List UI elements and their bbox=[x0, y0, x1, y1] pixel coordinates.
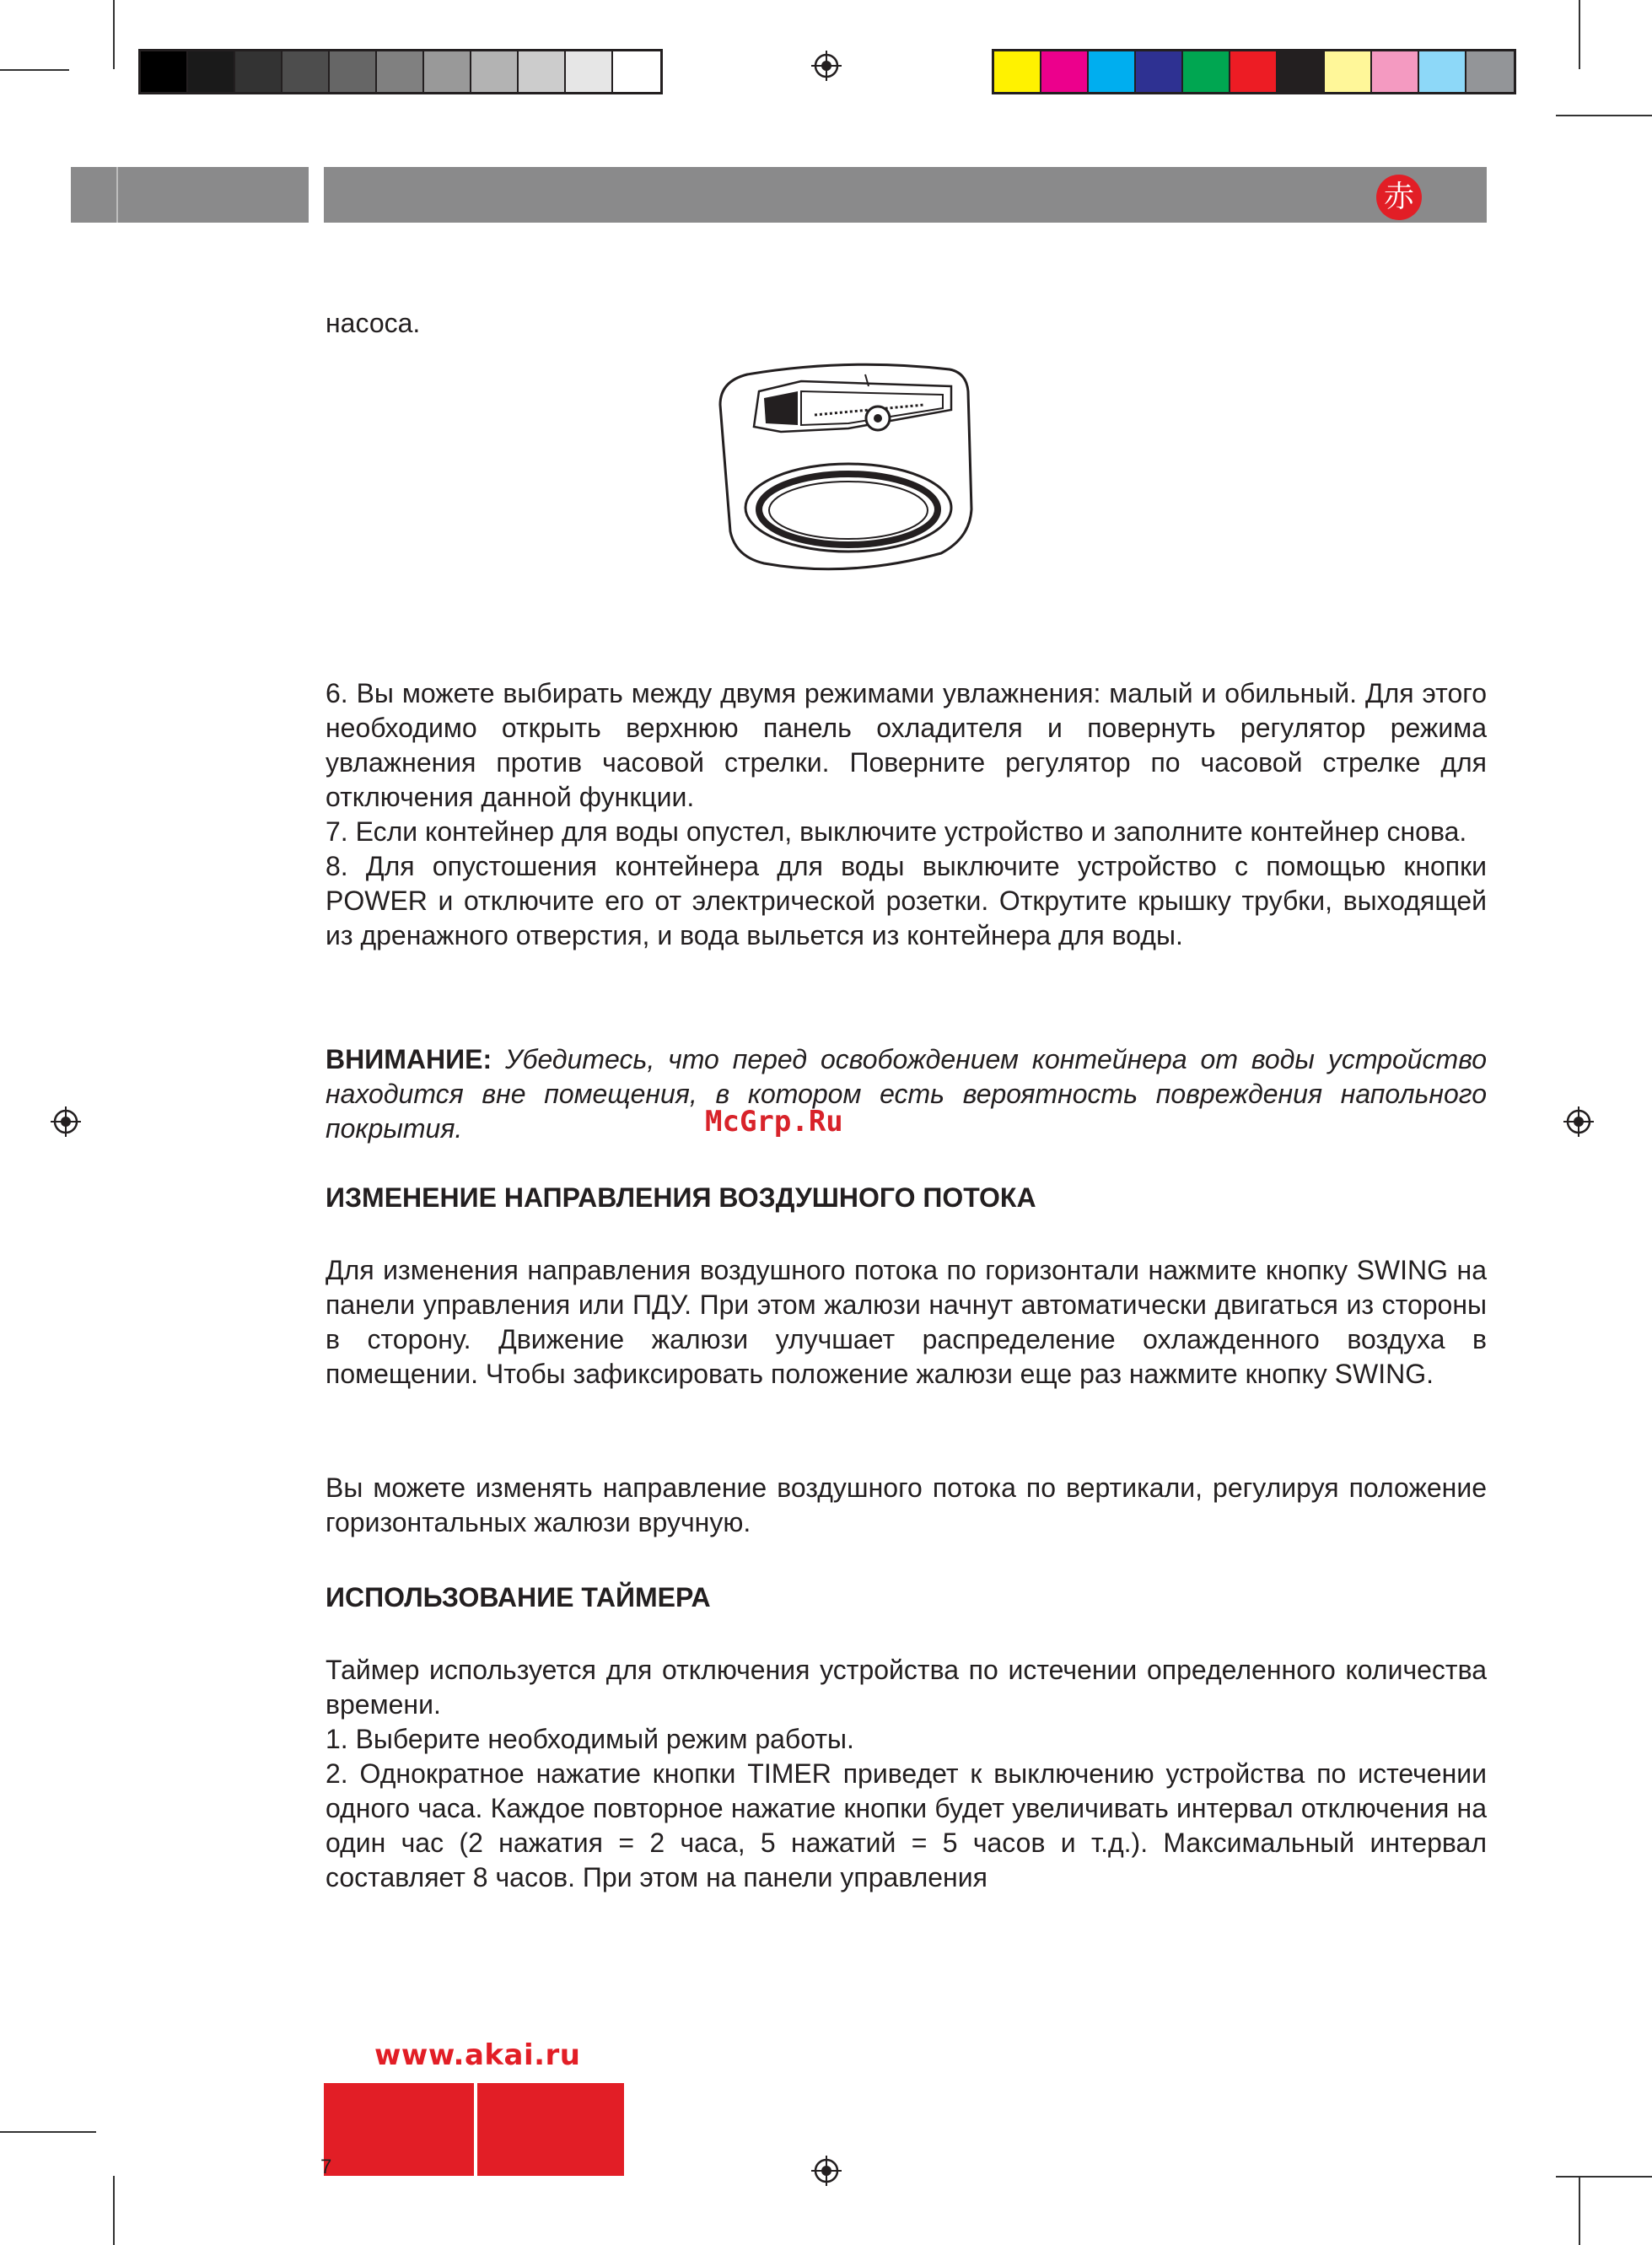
timer-paragraph-1: Таймер используется для отключения устройства по истечении определенного количества времени. bbox=[326, 1655, 1487, 1720]
color-swatch bbox=[1230, 51, 1278, 92]
gray-swatch bbox=[519, 51, 566, 92]
crop-mark bbox=[1579, 2176, 1580, 2245]
crop-mark bbox=[1556, 2176, 1652, 2178]
page-number: 7 bbox=[320, 2156, 332, 2178]
registration-mark-icon bbox=[1563, 1106, 1594, 1137]
registration-mark-icon bbox=[811, 51, 842, 81]
section-title-timer: ИСПОЛЬЗОВАНИЕ ТАЙМЕРА bbox=[326, 1582, 711, 1612]
warning-block bbox=[326, 1042, 1487, 1146]
brand-logo-icon: 赤 bbox=[1376, 175, 1422, 220]
gray-swatch bbox=[283, 51, 330, 92]
color-swatch bbox=[1278, 51, 1325, 92]
step-7: 7. Если контейнер для воды опустел, выключите устройство и заполните контейнер снова. bbox=[326, 816, 1467, 847]
step-8: 8. Для опустошения контейнера для воды выключите устройство с помощью кнопки POWER и отключите его от электрической розетки. Открутите крышку трубки, выходящей из дренажного отверстия, и вода выльется из контейнера для воды. bbox=[326, 851, 1487, 950]
timer-step-1: 1. Выберите необходимый режим работы. bbox=[326, 1724, 854, 1754]
timer-step-2: 2. Однократное нажатие кнопки TIMER приведет к выключению устройства по истечении одного часа. Каждое повторное нажатие кнопки будет увеличивать интервал отключения на один час (2 нажатия = 2 часа, 5 нажатий = 5 часов и т.д.). Максимальный интервал составляет 8 часов. При этом на панели управления bbox=[326, 1758, 1487, 1892]
watermark: McGrp.Ru bbox=[705, 1105, 843, 1139]
color-swatch bbox=[1325, 51, 1372, 92]
gray-swatch bbox=[377, 51, 424, 92]
gray-swatch bbox=[141, 51, 188, 92]
color-swatch bbox=[994, 51, 1041, 92]
humidifier-regulator-illustration bbox=[713, 358, 982, 579]
gray-swatch bbox=[566, 51, 613, 92]
header-bar bbox=[324, 167, 1487, 223]
section-title-airflow: ИЗМЕНЕНИЕ НАПРАВЛЕНИЯ ВОЗДУШНОГО ПОТОКА bbox=[326, 1182, 1036, 1213]
footer-red-block bbox=[324, 2083, 474, 2176]
color-swatch bbox=[1136, 51, 1183, 92]
gray-swatch bbox=[235, 51, 283, 92]
crop-mark bbox=[1556, 115, 1652, 116]
airflow-paragraph-1: Для изменения направления воздушного потока по горизонтали нажмите кнопку SWING на панели управления или ПДУ. При этом жалюзи начнут автоматически двигаться из стороны в сторону. Движение жалюзи улучшает распределение охлажденного воздуха в помещении. Чтобы зафиксировать положение жалюзи еще раз нажмите кнопку SWING. bbox=[326, 1255, 1487, 1389]
crop-mark bbox=[0, 2131, 96, 2133]
crop-mark bbox=[113, 2176, 115, 2245]
grayscale-calibration-strip bbox=[138, 49, 663, 94]
warning-text: Убедитесь, что перед освобождением контейнера от воды устройство находится вне помещения, в котором есть вероятность повреждения напольного покрытия. bbox=[326, 1044, 1487, 1144]
warning-label: ВНИМАНИЕ: bbox=[326, 1044, 492, 1074]
color-swatch bbox=[1419, 51, 1466, 92]
crop-mark bbox=[113, 0, 115, 69]
color-swatch bbox=[1183, 51, 1230, 92]
registration-mark-icon bbox=[811, 2156, 842, 2186]
gray-swatch bbox=[188, 51, 235, 92]
steps-block bbox=[326, 676, 1487, 953]
intro-text: насоса. bbox=[326, 308, 421, 338]
gray-swatch bbox=[471, 51, 519, 92]
website-link[interactable]: www.akai.ru bbox=[374, 2038, 581, 2072]
color-calibration-strip bbox=[992, 49, 1516, 94]
color-swatch bbox=[1041, 51, 1089, 92]
footer-red-block bbox=[477, 2083, 624, 2176]
color-swatch bbox=[1372, 51, 1419, 92]
gray-swatch bbox=[613, 51, 660, 92]
crop-mark bbox=[0, 69, 69, 71]
gray-swatch bbox=[330, 51, 377, 92]
header-bar-left bbox=[71, 167, 309, 223]
crop-mark bbox=[1579, 0, 1580, 69]
registration-mark-icon bbox=[51, 1106, 81, 1137]
step-6: 6. Вы можете выбирать между двумя режимами увлажнения: малый и обильный. Для этого необходимо открыть верхнюю панель охладителя и повернуть регулятор режима увлажнения против часовой стрелки. Поверните регулятор по часовой стрелке для отключения данной функции. bbox=[326, 678, 1487, 812]
color-swatch bbox=[1089, 51, 1136, 92]
airflow-paragraph-2: Вы можете изменять направление воздушного потока по вертикали, регулируя положение горизонтальных жалюзи вручную. bbox=[326, 1472, 1487, 1537]
gray-swatch bbox=[424, 51, 471, 92]
color-swatch bbox=[1466, 51, 1514, 92]
